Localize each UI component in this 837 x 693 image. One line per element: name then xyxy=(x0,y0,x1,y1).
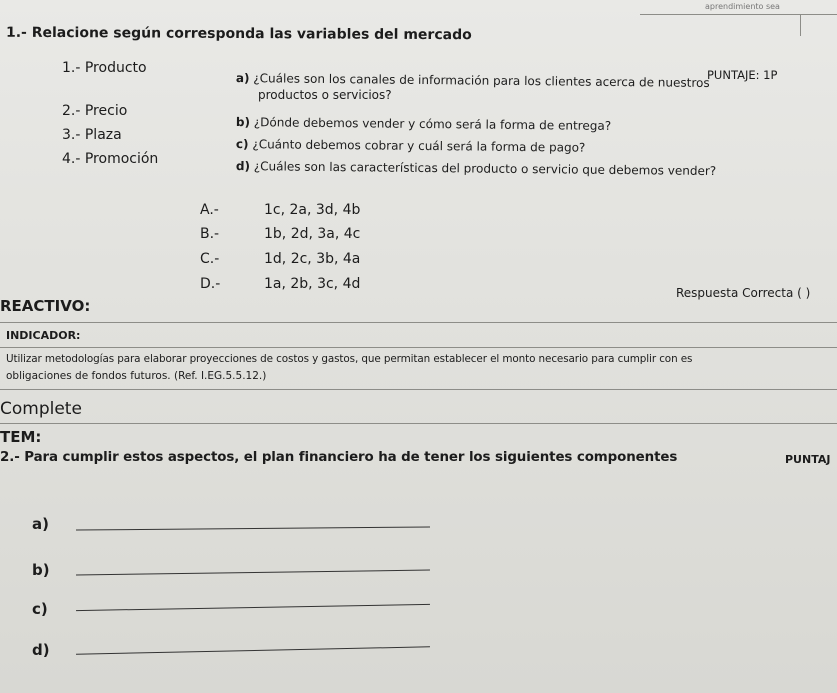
right-item-c-letter: c) xyxy=(235,137,249,152)
option-c-value: 1d, 2c, 3b, 4a xyxy=(264,251,361,267)
complete-label: Complete xyxy=(0,399,82,419)
option-b-value: 1b, 2d, 3a, 4c xyxy=(264,226,361,242)
right-item-a-line2: productos o servicios? xyxy=(258,88,392,102)
left-item-producto: 1.- Producto xyxy=(62,60,147,76)
right-border-line xyxy=(800,14,801,36)
blank-d-label: d) xyxy=(32,641,50,659)
right-item-a-line1: ¿Cuáles son los canales de información para los clientes acerca de nuestros xyxy=(253,71,710,90)
respuesta-correcta: Respuesta Correcta ( ) xyxy=(676,286,811,300)
right-item-d-letter: d) xyxy=(235,159,251,174)
puntaj-label: PUNTAJ xyxy=(785,453,831,466)
option-d-value: 1a, 2b, 3c, 4d xyxy=(264,276,361,292)
option-d-label: D.- xyxy=(200,276,221,292)
complete-underline xyxy=(0,423,837,424)
corner-text: aprendimiento sea xyxy=(705,2,780,11)
blank-a-label: a) xyxy=(32,515,49,533)
left-item-precio: 2.- Precio xyxy=(62,103,128,119)
right-item-c-text: ¿Cuánto debemos cobrar y cuál será la forma de pago? xyxy=(252,137,586,155)
top-divider xyxy=(640,14,837,15)
blank-a-line[interactable] xyxy=(76,526,430,530)
blank-c-line[interactable] xyxy=(76,604,430,611)
left-item-promocion: 4.- Promoción xyxy=(62,151,159,167)
right-item-c xyxy=(236,137,586,155)
question-2-text: 2.- Para cumplir estos aspectos, el plan financiero ha de tener los siguientes componentes xyxy=(0,450,678,465)
option-a-label: A.- xyxy=(200,202,219,218)
right-item-d xyxy=(236,159,716,178)
indicador-text-line1: Utilizar metodologías para elaborar proyecciones de costos y gastos, que permitan establecer el monto necesario para cumplir con es xyxy=(6,353,693,365)
right-item-b-letter: b) xyxy=(235,115,251,130)
right-item-a-letter: a) xyxy=(235,71,250,86)
indicador-text-line2: obligaciones de fondos futuros. (Ref. I.EG.5.5.12.) xyxy=(6,370,267,382)
indicador-bottom-line xyxy=(0,347,837,348)
right-item-d-text: ¿Cuáles son las características del producto o servicio que debemos vender? xyxy=(253,159,717,179)
left-item-plaza: 3.- Plaza xyxy=(62,127,122,143)
right-item-b-text: ¿Dónde debemos vender y cómo será la forma de entrega? xyxy=(253,115,612,133)
option-c-label: C.- xyxy=(200,251,220,267)
indicador-label: INDICADOR: xyxy=(6,329,81,342)
blank-d-line[interactable] xyxy=(76,646,430,654)
blank-b-label: b) xyxy=(32,561,50,579)
option-b-label: B.- xyxy=(200,226,220,242)
option-a-value: 1c, 2a, 3d, 4b xyxy=(264,202,361,218)
indicador-text-underline xyxy=(0,389,837,390)
indicador-top-line xyxy=(0,322,837,323)
puntaje-label: PUNTAJE: 1P xyxy=(707,68,778,82)
blank-b-line[interactable] xyxy=(76,570,430,576)
question-1-title: 1.- Relacione según corresponda las variables del mercado xyxy=(5,24,472,44)
reactivo-label: REACTIVO: xyxy=(0,297,91,315)
item-label: TEM: xyxy=(0,428,42,446)
blank-c-label: c) xyxy=(32,600,48,618)
right-item-b xyxy=(236,115,611,133)
